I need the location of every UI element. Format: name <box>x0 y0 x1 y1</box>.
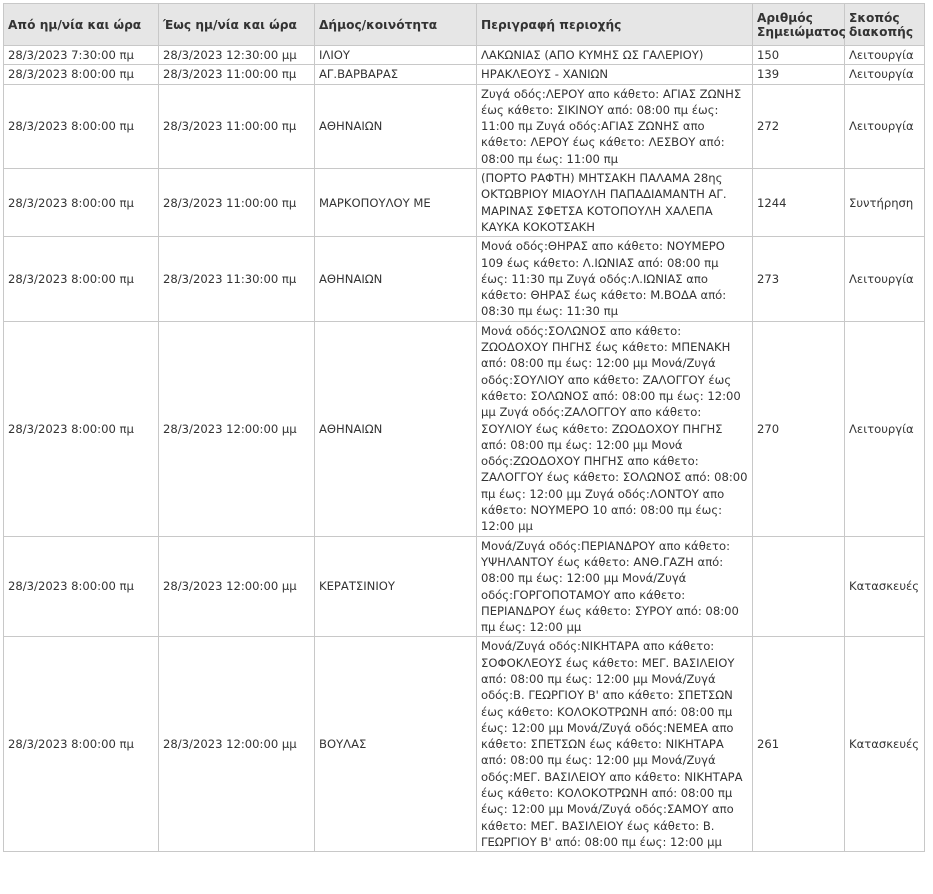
table-row <box>4 46 925 65</box>
cell-note-number: 150 <box>753 46 845 65</box>
cell-purpose: Συντήρηση <box>845 169 925 237</box>
header-row <box>4 4 925 46</box>
header-from[interactable]: Από ημ/νία και ώρα <box>4 4 159 46</box>
cell-to: 28/3/2023 12:30:00 μμ <box>159 46 315 65</box>
table-row <box>4 84 925 168</box>
header-municipality[interactable]: Δήμος/κοινότητα <box>315 4 477 46</box>
cell-purpose: Λειτουργία <box>845 84 925 168</box>
cell-from: 28/3/2023 8:00:00 πμ <box>4 237 159 321</box>
cell-to: 28/3/2023 11:00:00 πμ <box>159 84 315 168</box>
cell-purpose: Λειτουργία <box>845 321 925 536</box>
cell-to: 28/3/2023 11:00:00 πμ <box>159 65 315 84</box>
header-description[interactable]: Περιγραφή περιοχής <box>477 4 753 46</box>
cell-municipality: ΜΑΡΚΟΠΟΥΛΟΥ ΜΕ <box>315 169 477 237</box>
cell-to: 28/3/2023 11:00:00 πμ <box>159 169 315 237</box>
cell-purpose: Λειτουργία <box>845 237 925 321</box>
cell-note-number: 261 <box>753 637 845 852</box>
table-row <box>4 536 925 637</box>
cell-municipality: ΑΘΗΝΑΙΩΝ <box>315 237 477 321</box>
cell-purpose: Κατασκευές <box>845 536 925 637</box>
cell-note-number: 272 <box>753 84 845 168</box>
header-note-number[interactable]: Αριθμός Σημειώματος <box>753 4 845 46</box>
cell-purpose: Λειτουργία <box>845 46 925 65</box>
table-row <box>4 321 925 536</box>
table-row <box>4 169 925 237</box>
cell-from: 28/3/2023 8:00:00 πμ <box>4 536 159 637</box>
cell-from: 28/3/2023 8:00:00 πμ <box>4 637 159 852</box>
cell-description: ΗΡΑΚΛΕΟΥΣ - ΧΑΝΙΩΝ <box>477 65 753 84</box>
outages-table <box>3 3 925 852</box>
table-row <box>4 637 925 852</box>
cell-to: 28/3/2023 12:00:00 μμ <box>159 321 315 536</box>
cell-municipality: ΑΓ.ΒΑΡΒΑΡΑΣ <box>315 65 477 84</box>
cell-note-number: 139 <box>753 65 845 84</box>
cell-purpose: Κατασκευές <box>845 637 925 852</box>
header-to[interactable]: Έως ημ/νία και ώρα <box>159 4 315 46</box>
cell-description: (ΠΟΡΤΟ ΡΑΦΤΗ) ΜΗΤΣΑΚΗ ΠΑΛΑΜΑ 28ης ΟΚΤΩΒΡΙΟΥ ΜΙΑΟΥΛΗ ΠΑΠΑΔΙΑΜΑΝΤΗ ΑΓ. ΜΑΡΙΝΑΣ ΣΦΕΤΣΑ ΚΟΤΟΠΟΥΛΗ ΧΑΛΕΠΑ ΚΑΥΚΑ ΚΟΚΟΤΣΑΚΗ <box>477 169 753 237</box>
cell-from: 28/3/2023 8:00:00 πμ <box>4 65 159 84</box>
cell-note-number <box>753 536 845 637</box>
cell-note-number: 1244 <box>753 169 845 237</box>
cell-to: 28/3/2023 11:30:00 πμ <box>159 237 315 321</box>
cell-description: Μονά/Ζυγά οδός:ΠΕΡΙΑΝΔΡΟΥ απο κάθετο: ΥΨΗΛΑΝΤΟΥ έως κάθετο: ΑΝΘ.ΓΑΖΗ από: 08:00 πμ έως: 12:00 μμ Μονά/Ζυγά οδός:ΓΟΡΓΟΠΟΤΑΜΟΥ απο κάθετο: ΠΕΡΙΑΝΔΡΟΥ έως κάθετο: ΣΥΡΟΥ από: 08:00 πμ έως: 12:00 μμ <box>477 536 753 637</box>
cell-municipality: ΚΕΡΑΤΣΙΝΙΟΥ <box>315 536 477 637</box>
cell-to: 28/3/2023 12:00:00 μμ <box>159 536 315 637</box>
table-row <box>4 65 925 84</box>
header-purpose[interactable]: Σκοπός διακοπής <box>845 4 925 46</box>
cell-note-number: 273 <box>753 237 845 321</box>
cell-from: 28/3/2023 8:00:00 πμ <box>4 84 159 168</box>
cell-from: 28/3/2023 8:00:00 πμ <box>4 169 159 237</box>
table-row <box>4 237 925 321</box>
cell-note-number: 270 <box>753 321 845 536</box>
cell-from: 28/3/2023 8:00:00 πμ <box>4 321 159 536</box>
cell-description: Μονά οδός:ΣΟΛΩΝΟΣ απο κάθετο: ΖΩΟΔΟΧΟΥ ΠΗΓΗΣ έως κάθετο: ΜΠΕΝΑΚΗ από: 08:00 πμ έως: 12:00 μμ Μονά/Ζυγά οδός:ΣΟΥΛΙΟΥ απο κάθετο: ΖΑΛΟΓΓΟΥ έως κάθετο: ΣΟΛΩΝΟΣ από: 08:00 πμ έως: 12:00 μμ Ζυγά οδός:ΖΑΛΟΓΓΟΥ απο κάθετο: ΣΟΥΛΙΟΥ έως κάθετο: ΖΩΟΔΟΧΟΥ ΠΗΓΗΣ από: 08:00 πμ έως: 12:00 μμ Μονά οδός:ΖΩΟΔΟΧΟΥ ΠΗΓΗΣ απο κάθετο: ΖΑΛΟΓΓΟΥ έως κάθετο: ΣΟΛΩΝΟΣ από: 08:00 πμ έως: 12:00 μμ Ζυγά οδός:ΛΟΝΤΟΥ απο κάθετο: ΝΟΥΜΕΡΟ 10 από: 08:00 πμ έως: 12:00 μμ <box>477 321 753 536</box>
cell-to: 28/3/2023 12:00:00 μμ <box>159 637 315 852</box>
cell-description: ΛΑΚΩΝΙΑΣ (ΑΠΟ ΚΥΜΗΣ ΩΣ ΓΑΛΕΡΙΟΥ) <box>477 46 753 65</box>
cell-from: 28/3/2023 7:30:00 πμ <box>4 46 159 65</box>
cell-description: Ζυγά οδός:ΛΕΡΟΥ απο κάθετο: ΑΓΙΑΣ ΖΩΝΗΣ έως κάθετο: ΣΙΚΙΝΟΥ από: 08:00 πμ έως: 11:00 πμ Ζυγά οδός:ΑΓΙΑΣ ΖΩΝΗΣ απο κάθετο: ΛΕΡΟΥ έως κάθετο: ΛΕΣΒΟΥ από: 08:00 πμ έως: 11:00 πμ <box>477 84 753 168</box>
cell-municipality: ΑΘΗΝΑΙΩΝ <box>315 321 477 536</box>
cell-municipality: ΒΟΥΛΑΣ <box>315 637 477 852</box>
cell-description: Μονά/Ζυγά οδός:ΝΙΚΗΤΑΡΑ απο κάθετο: ΣΟΦΟΚΛΕΟΥΣ έως κάθετο: ΜΕΓ. ΒΑΣΙΛΕΙΟΥ από: 08:00 πμ έως: 12:00 μμ Μονά/Ζυγά οδός:Β. ΓΕΩΡΓΙΟΥ Β' απο κάθετο: ΣΠΕΤΣΩΝ έως κάθετο: ΚΟΛΟΚΟΤΡΩΝΗ από: 08:00 πμ έως: 12:00 μμ Μονά/Ζυγά οδός:ΝΕΜΕΑ απο κάθετο: ΣΠΕΤΣΩΝ έως κάθετο: ΝΙΚΗΤΑΡΑ από: 08:00 πμ έως: 12:00 μμ Μονά/Ζυγά οδός:ΜΕΓ. ΒΑΣΙΛΕΙΟΥ απο κάθετο: ΝΙΚΗΤΑΡΑ έως κάθετο: ΚΟΛΟΚΟΤΡΩΝΗ από: 08:00 πμ έως: 12:00 μμ Μονά/Ζυγά οδός:ΣΑΜΟΥ απο κάθετο: ΜΕΓ. ΒΑΣΙΛΕΙΟΥ έως κάθετο: Β. ΓΕΩΡΓΙΟΥ Β' από: 08:00 πμ έως: 12:00 μμ <box>477 637 753 852</box>
cell-purpose: Λειτουργία <box>845 65 925 84</box>
cell-description: Μονά οδός:ΘΗΡΑΣ απο κάθετο: ΝΟΥΜΕΡΟ 109 έως κάθετο: Λ.ΙΩΝΙΑΣ από: 08:00 πμ έως: 11:30 πμ Ζυγά οδός:Λ.ΙΩΝΙΑΣ απο κάθετο: ΘΗΡΑΣ έως κάθετο: Μ.ΒΟΔΑ από: 08:30 πμ έως: 11:30 πμ <box>477 237 753 321</box>
cell-municipality: ΙΛΙΟΥ <box>315 46 477 65</box>
cell-municipality: ΑΘΗΝΑΙΩΝ <box>315 84 477 168</box>
